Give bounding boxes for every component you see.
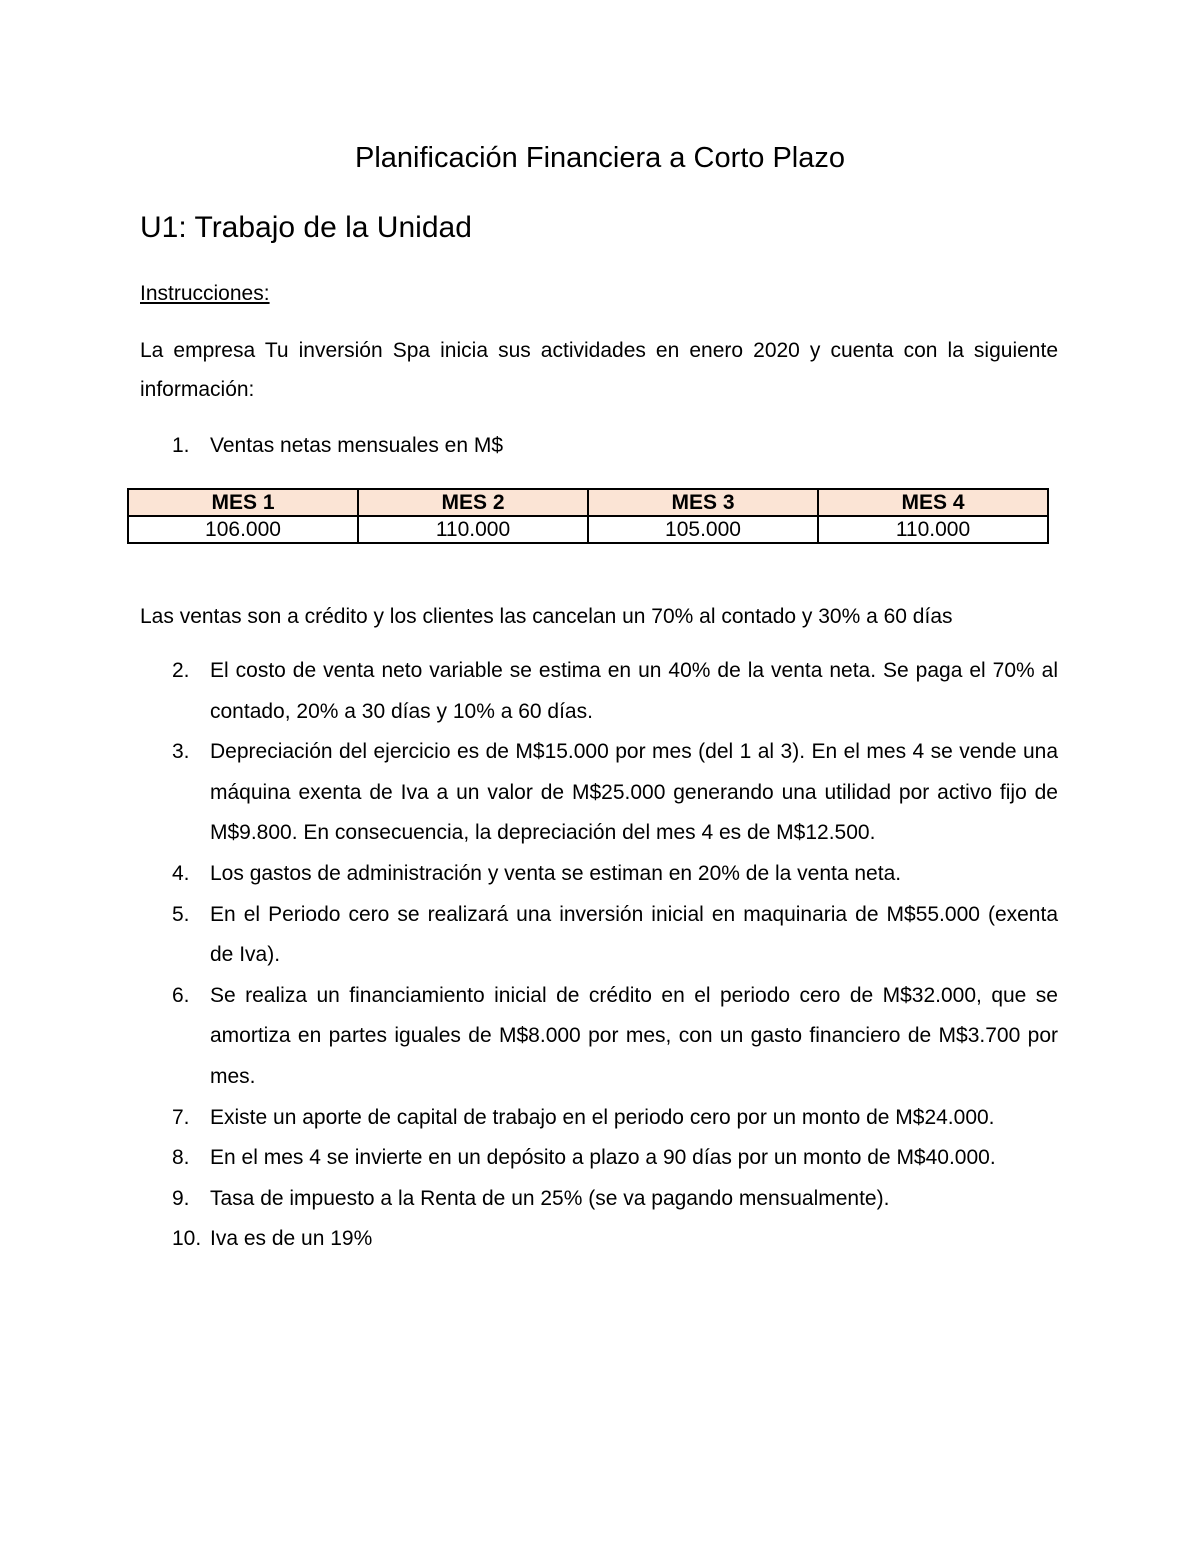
sales-table bbox=[127, 488, 1049, 544]
list-item-10 bbox=[140, 1219, 1058, 1260]
document-title: Planificación Financiera a Corto Plazo bbox=[354, 142, 846, 174]
sales-table-header: MES 2 bbox=[358, 489, 588, 516]
list-item-text: Depreciación del ejercicio es de M$15.000 por mes (del 1 al 3). En el mes 4 se vende una máquina exenta de Iva a un valor de M$25.000 generando una utilidad por activo fijo de M$9.800. En consecuencia, la depreciación del mes 4 es de M$12.500. bbox=[210, 740, 1058, 845]
sales-table-header: MES 4 bbox=[818, 489, 1048, 516]
sales-table-header: MES 1 bbox=[128, 489, 358, 516]
list-item-number: 2. bbox=[172, 659, 190, 682]
list-item-text: Los gastos de administración y venta se estiman en 20% de la venta neta. bbox=[210, 861, 902, 885]
list-item-number: 1. bbox=[172, 434, 190, 457]
list-item-1 bbox=[140, 426, 1058, 465]
instructions-label: Instrucciones: bbox=[140, 282, 270, 305]
list-item-text: Tasa de impuesto a la Renta de un 25% (se va pagando mensualmente). bbox=[210, 1186, 890, 1210]
sales-table-cell: 106.000 bbox=[128, 516, 358, 543]
list-item-number: 8. bbox=[172, 1146, 190, 1170]
intro-paragraph: La empresa Tu inversión Spa inicia sus actividades en enero 2020 y cuenta con la siguiente información: bbox=[140, 339, 1058, 401]
list-item-number: 10. bbox=[172, 1227, 202, 1251]
list-item-5 bbox=[140, 895, 1058, 976]
sales-table-header: MES 3 bbox=[588, 489, 818, 516]
list-item-8 bbox=[140, 1138, 1058, 1179]
sales-table-cell: 110.000 bbox=[818, 516, 1048, 543]
list-item-number: 4. bbox=[172, 861, 190, 885]
list-item-text: Ventas netas mensuales en M$ bbox=[210, 434, 504, 457]
list-item-number: 6. bbox=[172, 983, 190, 1007]
list-item-9 bbox=[140, 1179, 1058, 1220]
list-item-text: En el Periodo cero se realizará una inversión inicial en maquinaria de M$55.000 (exenta de Iva). bbox=[210, 902, 1058, 967]
sales-table-cell: 105.000 bbox=[588, 516, 818, 543]
unit-title: U1: Trabajo de la Unidad bbox=[140, 211, 472, 244]
list-item-text: Se realiza un financiamiento inicial de crédito en el periodo cero de M$32.000, que se amortiza en partes iguales de M$8.000 por mes, con un gasto financiero de M$3.700 por mes. bbox=[210, 983, 1058, 1088]
sales-table-header-row bbox=[128, 489, 1048, 516]
list-item-7 bbox=[140, 1098, 1058, 1139]
list-item-2 bbox=[140, 651, 1058, 732]
list-item-text: Iva es de un 19% bbox=[210, 1227, 373, 1251]
list-item-number: 5. bbox=[172, 902, 190, 926]
instructions-list bbox=[140, 651, 1058, 1260]
list-item-4 bbox=[140, 854, 1058, 895]
list-item-text: Existe un aporte de capital de trabajo en el periodo cero por un monto de M$24.000. bbox=[210, 1105, 995, 1129]
list-item-number: 7. bbox=[172, 1105, 190, 1129]
list-item-text: En el mes 4 se invierte en un depósito a plazo a 90 días por un monto de M$40.000. bbox=[210, 1146, 996, 1170]
list-item-number: 9. bbox=[172, 1186, 190, 1210]
list-item-text: El costo de venta neto variable se estima en un 40% de la venta neta. Se paga el 70% al contado, 20% a 30 días y 10% a 60 días. bbox=[210, 659, 1058, 723]
sales-table-row bbox=[128, 516, 1048, 543]
list-item-3 bbox=[140, 732, 1058, 854]
list-item-number: 3. bbox=[172, 740, 190, 764]
sales-note: Las ventas son a crédito y los clientes las cancelan un 70% al contado y 30% a 60 días bbox=[140, 605, 953, 628]
list-item-6 bbox=[140, 976, 1058, 1098]
sales-table-cell: 110.000 bbox=[358, 516, 588, 543]
